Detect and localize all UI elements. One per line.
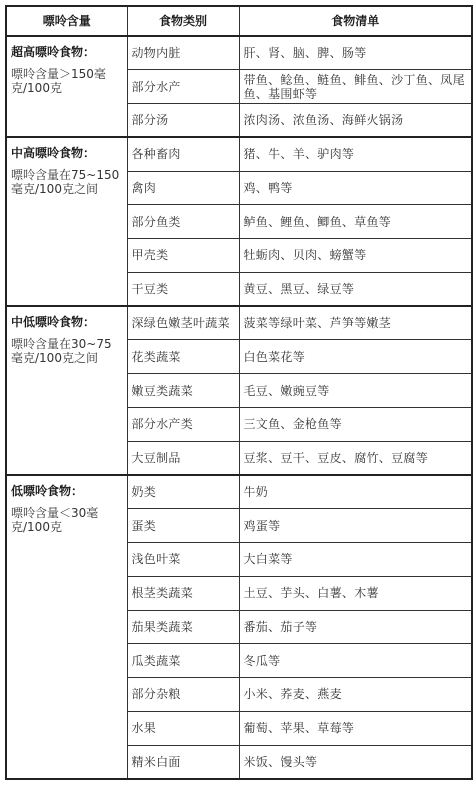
- food-category-cell: 奶类: [127, 475, 239, 509]
- food-category-cell: 部分杂粮: [127, 678, 239, 712]
- food-category-cell: 甲壳类: [127, 239, 239, 273]
- food-category-cell: 花类蔬菜: [127, 340, 239, 374]
- header-row: [6, 6, 472, 36]
- food-category-cell: 大豆制品: [127, 441, 239, 475]
- food-list-cell: 三文鱼、金枪鱼等: [239, 407, 472, 441]
- food-list-cell: 牡蛎肉、贝肉、螃蟹等: [239, 239, 472, 273]
- food-list-cell: 冬瓜等: [239, 644, 472, 678]
- group-description: 嘌呤含量在30~75毫克/100克之间: [11, 337, 112, 366]
- table-row: [6, 306, 472, 340]
- food-category-cell: 部分鱼类: [127, 205, 239, 239]
- group-title: 超高嘌呤食物：: [11, 45, 96, 59]
- group-title: 低嘌呤食物：: [11, 483, 84, 498]
- food-category-cell: 禽肉: [127, 171, 239, 205]
- food-category-cell: 茄果类蔬菜: [127, 610, 239, 644]
- food-list-cell: 鸡蛋等: [239, 509, 472, 543]
- food-category-cell: 部分汤: [127, 104, 239, 138]
- food-list-cell: 葡萄、苹果、草莓等: [239, 711, 472, 745]
- food-list-cell: 白色菜花等: [239, 340, 472, 374]
- purine-table: [5, 5, 473, 780]
- food-list-cell: 鸡、鸭等: [239, 171, 472, 205]
- food-list-cell: 黄豆、黑豆、绿豆等: [239, 272, 472, 306]
- food-category-cell: 瓜类蔬菜: [127, 644, 239, 678]
- purine-level-cell: [6, 137, 127, 306]
- purine-level-cell: [6, 36, 127, 137]
- food-category-cell: 干豆类: [127, 272, 239, 306]
- group-title: 中高嘌呤食物：: [11, 146, 96, 161]
- table-row: [6, 475, 472, 509]
- food-category-cell: 蛋类: [127, 509, 239, 543]
- group-description: 嘌呤含量＜30毫克/100克: [11, 505, 99, 534]
- food-list-cell: 浓肉汤、浓鱼汤、海鲜火锅汤: [239, 104, 472, 138]
- purine-level-cell: [6, 306, 127, 475]
- food-category-cell: 水果: [127, 711, 239, 745]
- table-row: [6, 36, 472, 70]
- header-level: 嘌呤含量: [6, 6, 127, 36]
- food-category-cell: 精米白面: [127, 745, 239, 779]
- food-category-cell: 部分水产类: [127, 407, 239, 441]
- food-list-cell: 肝、肾、脑、脾、肠等: [239, 36, 472, 70]
- table-body: [6, 36, 472, 779]
- food-list-cell: 土豆、芋头、白薯、木薯: [239, 576, 472, 610]
- food-category-cell: 深绿色嫩茎叶蔬菜: [127, 306, 239, 340]
- group-title: 中低嘌呤食物：: [11, 315, 96, 330]
- food-category-cell: 动物内脏: [127, 36, 239, 70]
- header-list: 食物清单: [239, 6, 472, 36]
- food-list-cell: 菠菜等绿叶菜、芦笋等嫩茎: [239, 306, 472, 340]
- header-category: 食物类别: [127, 6, 239, 36]
- food-list-cell: 小米、荞麦、燕麦: [239, 678, 472, 712]
- food-list-cell: 牛奶: [239, 475, 472, 509]
- food-list-cell: 带鱼、鲶鱼、鲢鱼、鲱鱼、沙丁鱼、凤尾鱼、基围虾等: [239, 70, 472, 104]
- food-list-cell: 豆浆、豆干、豆皮、腐竹、豆腐等: [239, 441, 472, 475]
- table-row: [6, 137, 472, 171]
- food-category-cell: 各种畜肉: [127, 137, 239, 171]
- food-category-cell: 根茎类蔬菜: [127, 576, 239, 610]
- food-list-cell: 番茄、茄子等: [239, 610, 472, 644]
- food-list-cell: 毛豆、嫩豌豆等: [239, 374, 472, 408]
- food-list-cell: 猪、牛、羊、驴肉等: [239, 137, 472, 171]
- food-list-cell: 大白菜等: [239, 542, 472, 576]
- food-category-cell: 浅色叶菜: [127, 542, 239, 576]
- food-list-cell: 鲈鱼、鲤鱼、鲫鱼、草鱼等: [239, 205, 472, 239]
- group-description: 嘌呤含量在75~150毫克/100克之间: [11, 168, 120, 197]
- group-description: 嘌呤含量＞150毫克/100克: [11, 67, 106, 95]
- food-list-cell: 米饭、馒头等: [239, 745, 472, 779]
- purine-level-cell: [6, 475, 127, 779]
- food-category-cell: 嫩豆类蔬菜: [127, 374, 239, 408]
- food-category-cell: 部分水产: [127, 70, 239, 104]
